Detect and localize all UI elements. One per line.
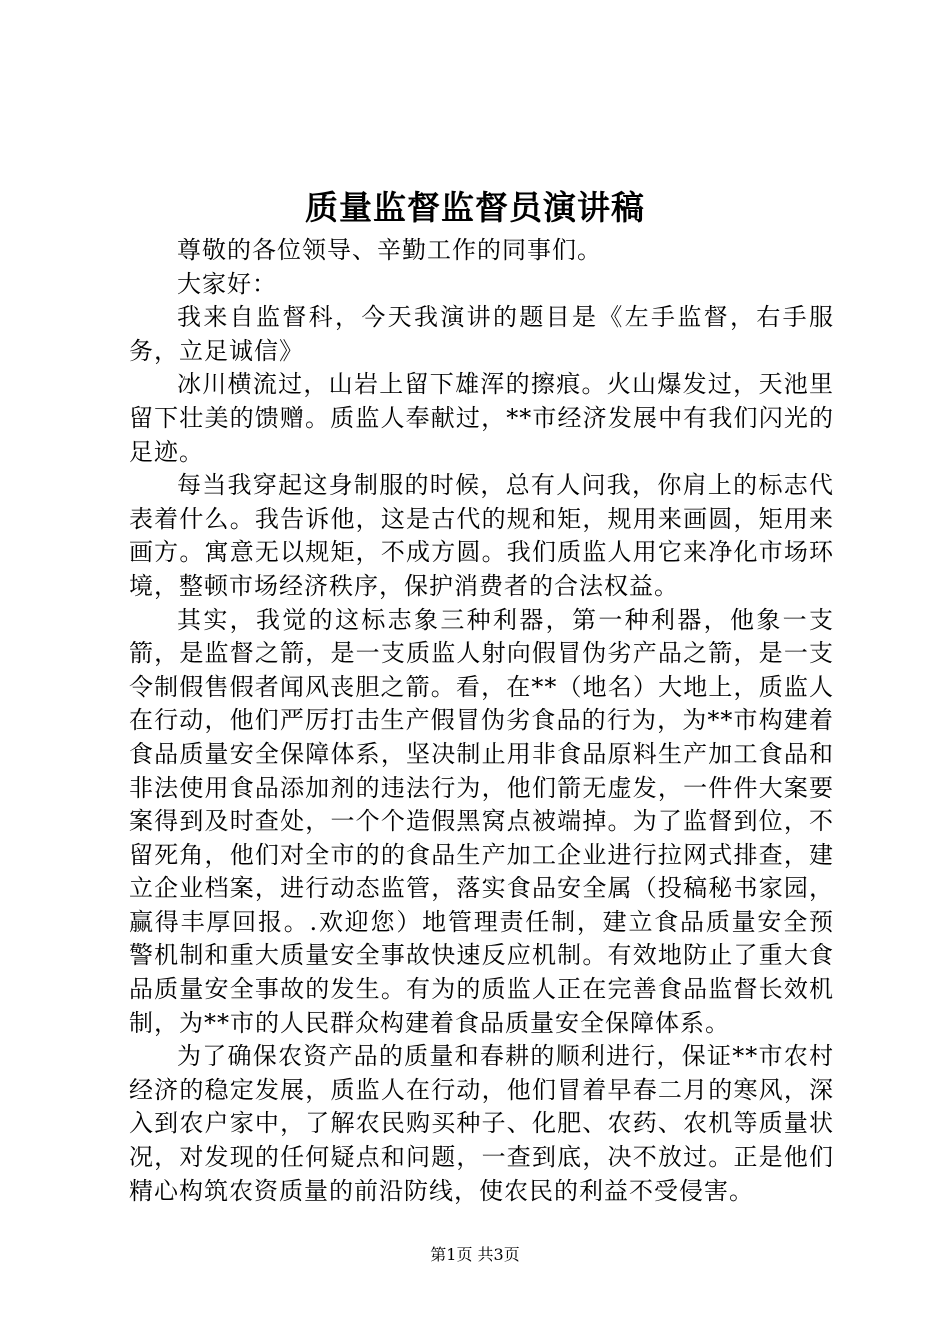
paragraph-agriculture: 为了确保农资产品的质量和春耕的顺利进行，保证**市农村经济的稳定发展，质监人在行动，他们冒着早春二月的寒风，深入到农户家中，了解农民购买种子、化肥、农药、农机等质量状况，对发现的任何疑点和问题，一查到底，决不放过。正是他们精心构筑农资质量的前沿防线，使农民的利益不受侵害。 [129, 1042, 834, 1205]
paragraph-arrow: 其实，我觉的这标志象三种利器，第一种利器，他象一支箭，是监督之箭，是一支质监人射向假冒伪劣产品之箭，是一支令制假售假者闻风丧胆之箭。看，在**（地名）大地上，质监人在行动，他们严厉打击生产假冒伪劣食品的行为，为**市构建着食品质量安全保障体系，坚决制止用非食品原料生产加工食品和非法使用食品添加剂的违法行为，他们箭无虚发，一件件大案要案得到及时查处，一个个造假黑窝点被端掉。为了监督到位，不留死角，他们对全市的的食品生产加工企业进行拉网式排查，建立企业档案，进行动态监管，落实食品安全属（投稿秘书家园，赢得丰厚回报。.欢迎您）地管理责任制，建立食品质量安全预警机制和重大质量安全事故快速反应机制。有效地防止了重大食品质量安全事故的发生。有为的质监人正在完善食品监督长效机制，为**市的人民群众构建着食品质量安全保障体系。 [129, 605, 834, 1037]
document-title: 质量监督监督员演讲稿 [305, 188, 645, 227]
paragraph-uniform: 每当我穿起这身制服的时候，总有人问我，你肩上的标志代表着什么。我告诉他，这是古代的规和矩，规用来画圆，矩用来画方。寓意无以规矩，不成方圆。我们质监人用它来净化市场环境，整顿市场经济秩序，保护消费者的合法权益。 [129, 471, 834, 600]
page-number-footer: 第1页 共3页 [430, 1245, 520, 1264]
paragraph-glacier: 冰川横流过，山岩上留下雄浑的擦痕。火山爆发过，天池里留下壮美的馈赠。质监人奉献过，**市经济发展中有我们闪光的足迹。 [129, 370, 834, 466]
paragraph-topic: 我来自监督科，今天我演讲的题目是《左手监督，右手服务，立足诚信》 [129, 303, 834, 365]
document-body [129, 234, 834, 1208]
paragraph-salutation: 大家好： [177, 269, 277, 298]
paragraph-greeting: 尊敬的各位领导、辛勤工作的同事们。 [177, 236, 602, 264]
